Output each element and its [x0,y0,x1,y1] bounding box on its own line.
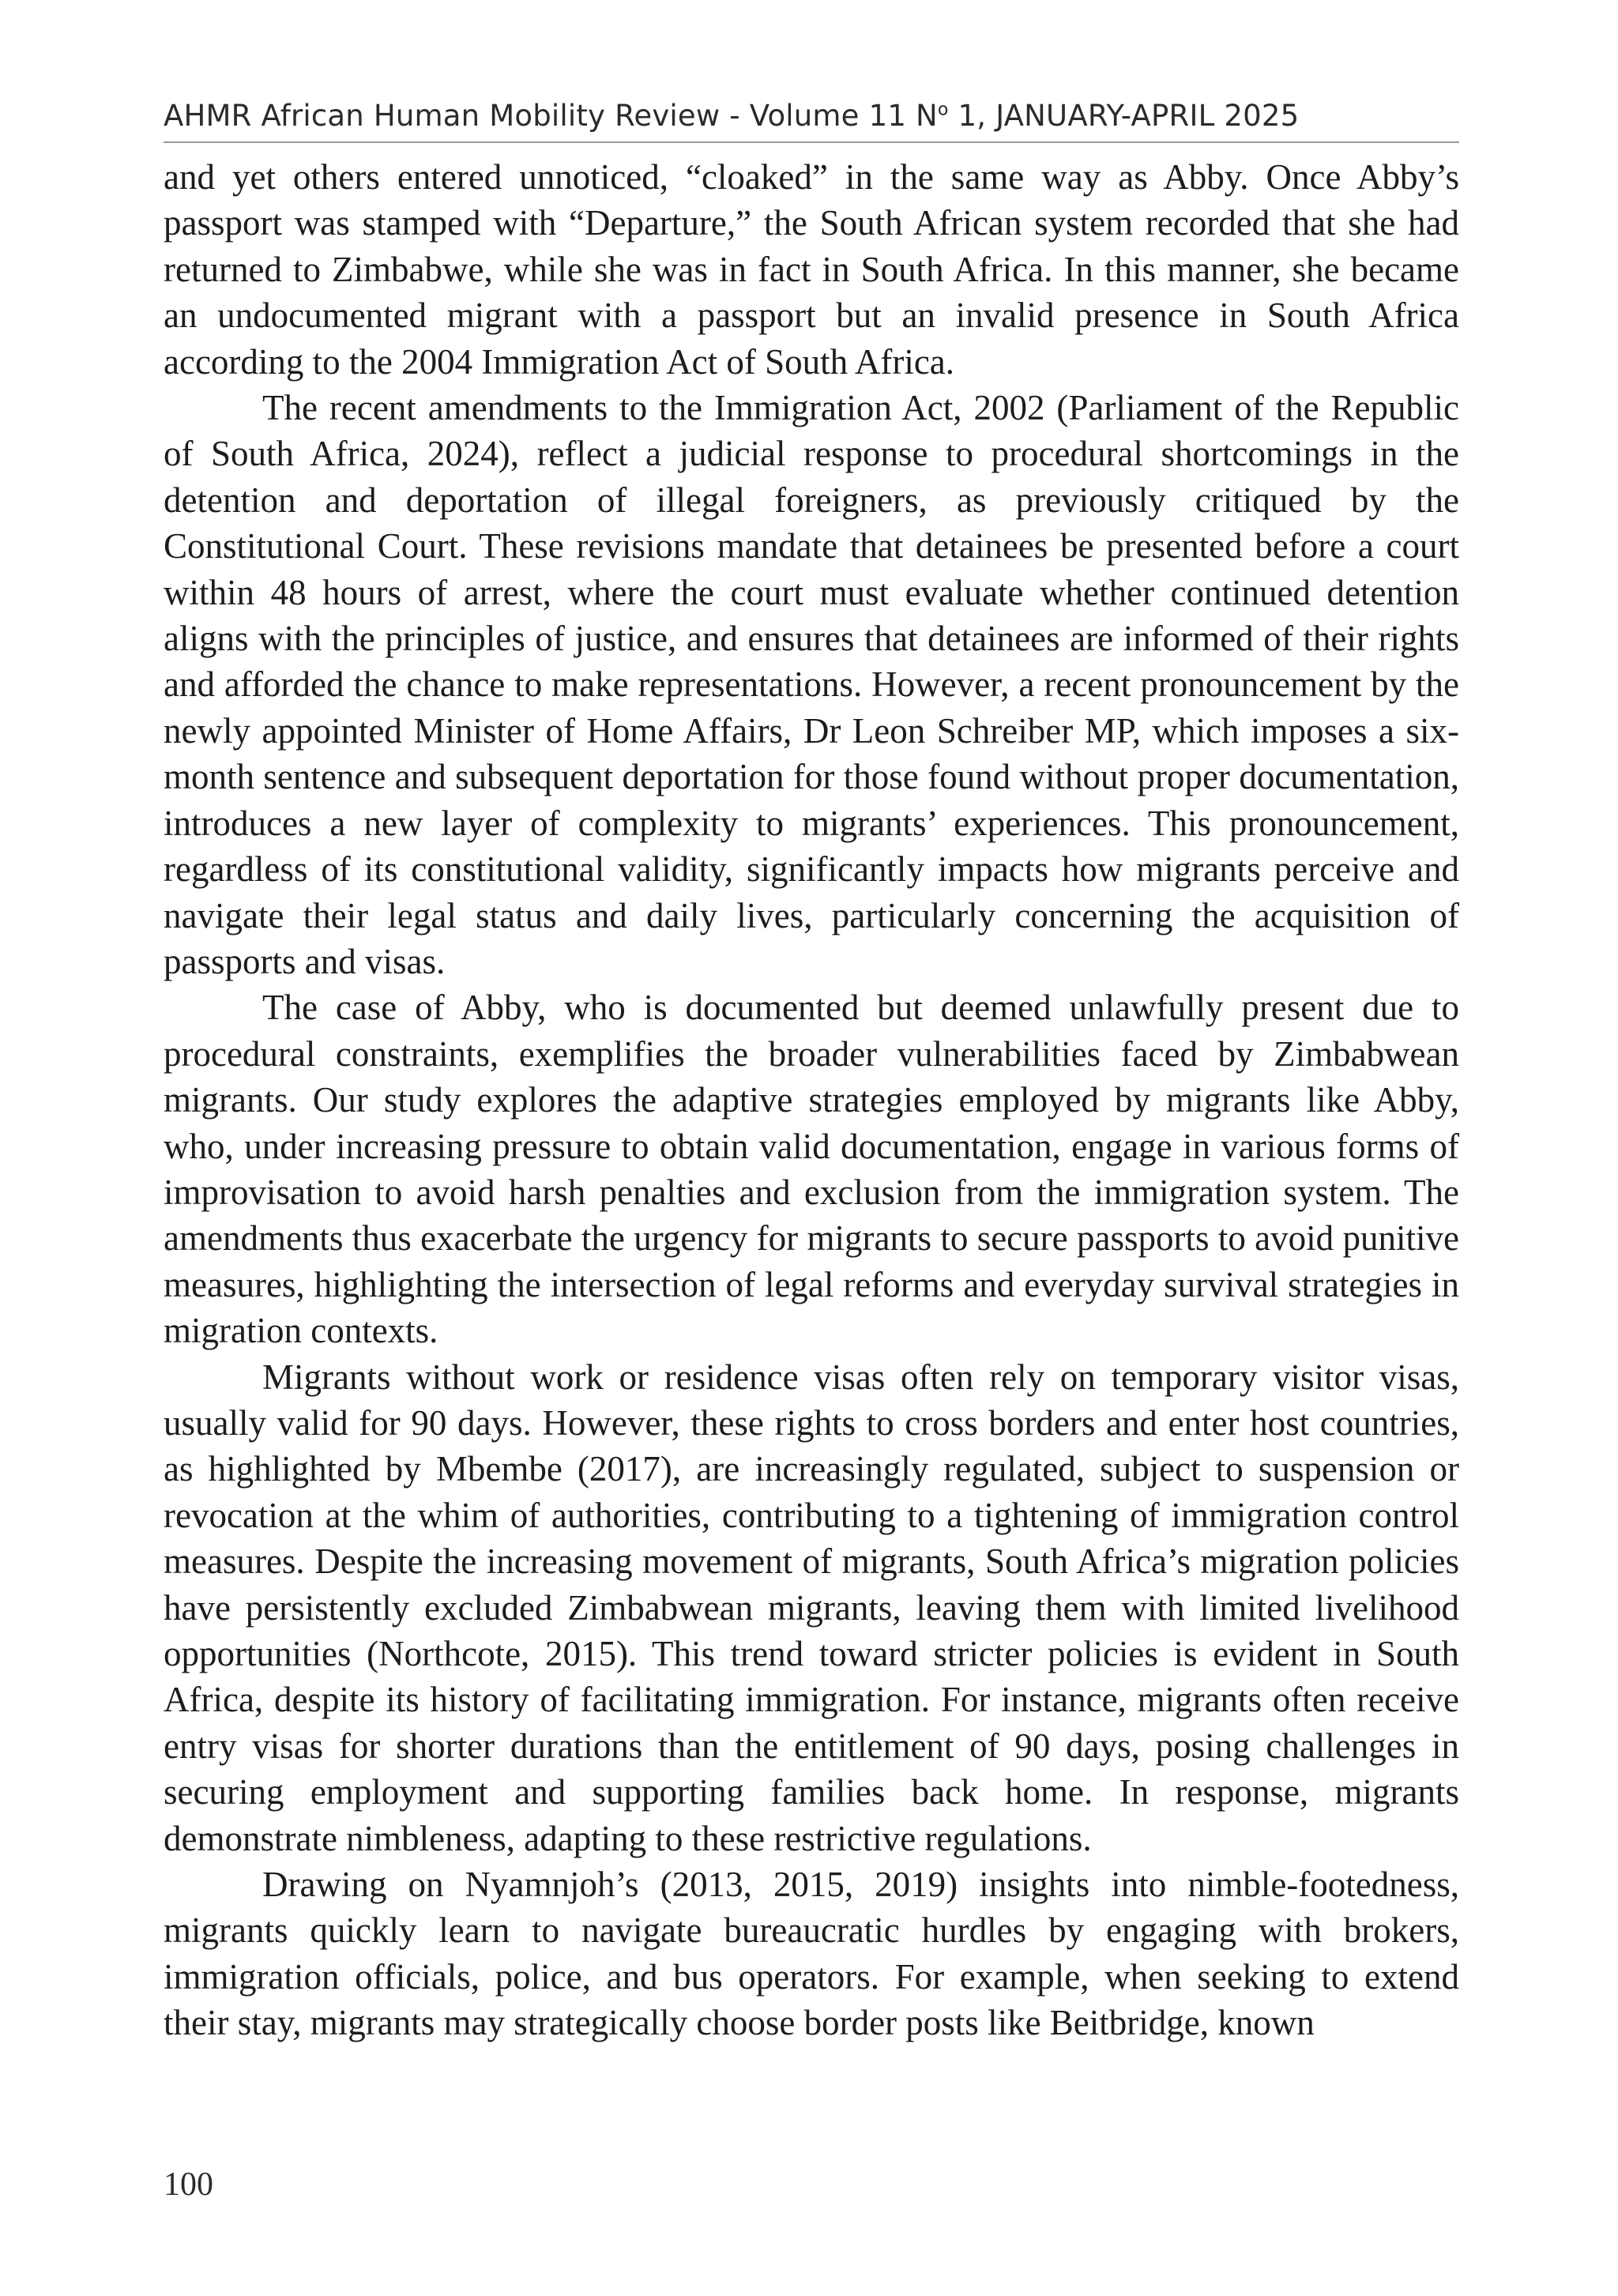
issue-date: 1, JANUARY-APRIL 2025 [948,99,1300,133]
paragraph-visitor-visas: Migrants without work or residence visas often rely on temporary visitor visas, usually valid for 90 days. However, these rights to cross borders and enter host countries, as highlighted by Mbembe (2017), are increasingly regulated, subject to suspension or revocation at the whim of authorities, contributing to a tightening of immigration control measures. Despite the increasing movement of migrants, South Africa’s migration policies have persistently excluded Zimbabwean migrants, leaving them with limited livelihood opportunities (Northcote, 2015). This trend toward stricter policies is evident in South Africa, despite its history of facilitating immigration. For instance, migrants often receive entry visas for shorter durations than the entitlement of 90 days, posing challenges in securing employment and supporting families back home. In response, migrants demonstrate nimbleness, adapting to these restrictive regulations. [164,1357,1459,1858]
body-text [164,154,1459,2046]
number-superscript: o [937,100,949,120]
paragraph-continuation: and yet others entered unnoticed, “cloaked” in the same way as Abby. Once Abby’s passport was stamped with “Departure,” the South African system recorded that she had returned to Zimbabwe, while she was in fact in South Africa. In this manner, she became an undocumented migrant with a passport but an invalid presence in South Africa according to the 2004 Immigration Act of South Africa. [164,157,1459,382]
header-rule [164,141,1459,143]
journal-title: AHMR African Human Mobility Review - Volume 11 N [164,99,938,133]
page-number: 100 [164,2166,213,2203]
paragraph-case-of-abby: The case of Abby, who is documented but deemed unlawfully present due to procedural constraints, exemplifies the broader vulnerabilities faced by Zimbabwean migrants. Our study explores the adaptive strategies employed by migrants like Abby, who, under increasing pressure to obtain valid documentation, engage in various forms of improvisation to avoid harsh penalties and exclusion from the immigration system. The amendments thus exacerbate the urgency for migrants to secure passports to avoid punitive measures, highlighting the intersection of legal reforms and everyday survival strategies in migration contexts. [164,988,1459,1351]
paragraph-amendments: The recent amendments to the Immigration Act, 2002 (Parliament of the Republic of South Africa, 2024), reflect a judicial response to procedural shortcomings in the detention and deportation of illegal foreigners, as previously critiqued by the Constitutional Court. These revisions mandate that detainees be presented before a court within 48 hours of arrest, where the court must evaluate whether continued detention aligns with the principles of justice, and ensures that detainees are informed of their rights and afforded the chance to make representations. However, a recent pronouncement by the newly appointed Minister of Home Affairs, Dr Leon Schreiber MP, which imposes a six-month sentence and subsequent deportation for those found without proper documentation, introduces a new layer of complexity to migrants’ experiences. This pronouncement, regardless of its constitutional validity, significantly impacts how migrants perceive and navigate their legal status and daily lives, particularly concerning the acquisition of passports and visas. [164,388,1459,981]
paragraph-nimble-footedness: Drawing on Nyamnjoh’s (2013, 2015, 2019) insights into nimble-footedness, migrants quickly learn to navigate bureaucratic hurdles by engaging with brokers, immigration officials, police, and bus operators. For example, when seeking to extend their stay, migrants may strategically choose border posts like Beitbridge, known [164,1865,1459,2043]
running-header [164,96,1459,136]
